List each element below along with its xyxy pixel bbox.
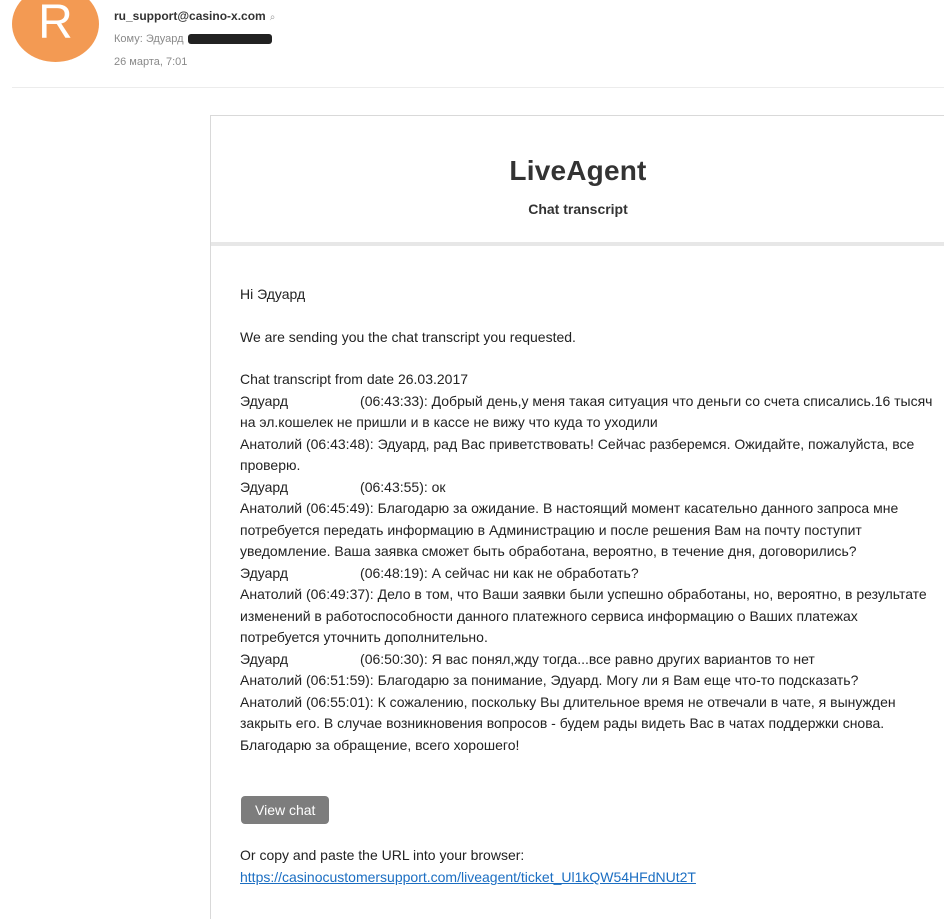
message-text: (06:43:48): Эдуард, рад Вас приветствовать! Сейчас разберемся. Ожидайте, пожалуйста, все проверю. <box>240 435 915 473</box>
chat-message <box>240 692 940 757</box>
sender-email-text[interactable]: ru_support@casino-x.com <box>114 9 266 23</box>
message-author: Эдуард <box>240 478 289 495</box>
message-text: (06:43:55): ок <box>360 478 446 495</box>
chat-message <box>240 391 940 434</box>
transcript-date: Chat transcript from date 26.03.2017 <box>240 371 469 387</box>
message-author: Эдуард <box>240 564 289 581</box>
message-author: Анатолий <box>240 672 303 688</box>
recipient-label: Кому: Эдуард <box>114 33 184 45</box>
email-content <box>240 284 940 756</box>
liveagent-logo: LiveAgent <box>509 155 647 186</box>
message-text: (06:43:33): Добрый день,у меня такая ситуация что деньги со счета списались.16 тысяч на эл.кошелек не пришли и в кассе не вижу что куда то уходили <box>240 392 933 430</box>
email-body-card <box>210 115 944 919</box>
message-text: (06:45:49): Благодарю за ожидание. В настоящий момент касательно данного запроса мне потребуется передать информацию в Администрацию и после решения Вам на почту поступит уведомление. Ваша заявка сможет быть обработана, вероятно, в течение дня, договорились? <box>240 500 899 559</box>
message-text: (06:50:30): Я вас понял,жду тогда...все равно других вариантов то нет <box>360 650 815 667</box>
chat-message <box>240 498 940 563</box>
redacted-surname <box>188 34 272 44</box>
message-author: Анатолий <box>240 500 303 516</box>
search-icon[interactable]: ⌕ <box>269 12 276 23</box>
message-author: Анатолий <box>240 693 303 710</box>
chat-message <box>240 434 940 477</box>
message-author: Анатолий <box>240 586 303 602</box>
copy-instructions: Or copy and paste the URL into your browser: <box>240 847 525 863</box>
chat-message <box>240 584 940 649</box>
greeting: Hi Эдуард <box>240 286 306 302</box>
sender-email[interactable] <box>114 9 275 23</box>
chat-message <box>240 649 940 671</box>
card-subtitle: Chat transcript <box>528 201 628 217</box>
intro-text: We are sending you the chat transcript you requested. <box>240 328 576 345</box>
chat-message <box>240 670 940 692</box>
header-divider <box>12 87 944 88</box>
message-text: (06:49:37): Дело в том, что Ваши заявки были успешно обработаны, но, вероятно, в результате изменений в работоспособности данного платежного сервиса информацию о Ваших платежах потребуется уточнить дополнительно. <box>240 586 927 645</box>
message-author: Эдуард <box>240 650 289 667</box>
message-text: (06:51:59): Благодарю за понимание, Эдуард. Могу ли я Вам еще что-то подсказать? <box>305 672 859 688</box>
view-chat-button[interactable]: View chat <box>241 796 329 824</box>
chat-message <box>240 477 940 499</box>
message-text: (06:55:01): К сожалению, поскольку Вы длительное время не отвечали в чате, я вынужден закрыть его. В случае возникновения вопросов - будем рады видеть Вас в чатах поддержки снова. Благодарю за обращение, всего хорошего! <box>240 693 896 753</box>
message-text: (06:48:19): А сейчас ни как не обработать? <box>360 564 639 581</box>
card-header <box>211 116 944 246</box>
message-author: Анатолий <box>240 435 303 452</box>
recipient-line <box>114 33 272 45</box>
avatar: R <box>12 0 99 62</box>
ticket-url-link[interactable]: https://casinocustomersupport.com/liveagent/ticket_Ul1kQW54HFdNUt2T <box>240 869 696 885</box>
email-date: 26 марта, 7:01 <box>114 56 188 68</box>
chat-message <box>240 563 940 585</box>
message-author: Эдуард <box>240 392 289 409</box>
